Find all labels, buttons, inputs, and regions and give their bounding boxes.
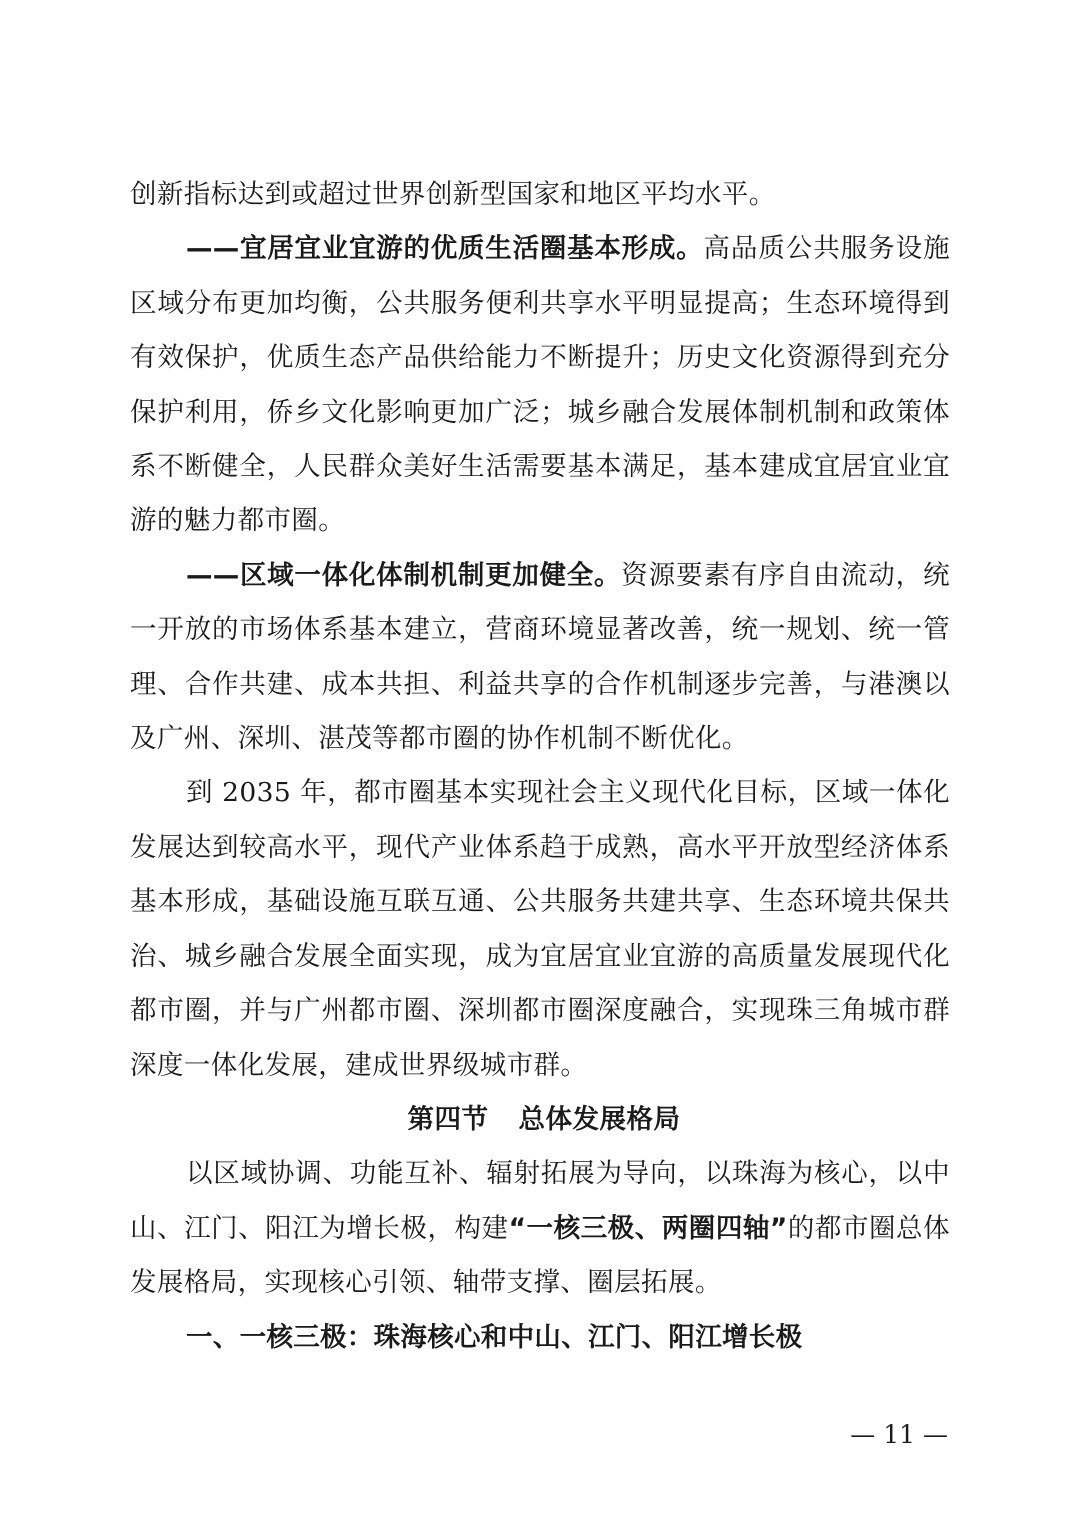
paragraph-lead: ——区域一体化体制机制更加健全。 bbox=[186, 559, 622, 591]
subsection-heading: 一、一核三极：珠海核心和中山、江门、阳江增长极 bbox=[186, 1321, 803, 1353]
emphasis-text: “一核三极、两圈四轴” bbox=[508, 1212, 788, 1244]
section-title bbox=[130, 1093, 950, 1147]
paragraph-text: 的都市圈总体发展格局，实现核心引领、轴带支撑、圈层拓展。 bbox=[130, 1212, 950, 1299]
paragraph-lead: ——宜居宜业宜游的优质生活圈基本形成。 bbox=[186, 233, 704, 265]
paragraph-innovation-target bbox=[130, 168, 950, 222]
paragraph-text: 高品质公共服务设施区域分布更加均衡，公共服务便利共享水平明显提高；生态环境得到有效保护，优质生态产品供给能力不断提升；历史文化资源得到充分保护利用，侨乡文化影响更加广泛；城乡融合发展体制机制和政策体系不断健全，人民群众美好生活需要基本满足，基本建成宜居宜业宜游的魅力都市圈。 bbox=[130, 233, 950, 537]
section-number: 第四节 bbox=[407, 1103, 489, 1135]
paragraph-2035-goal bbox=[130, 766, 950, 1092]
paragraph-text: 到 2035 年，都市圈基本实现社会主义现代化目标，区域一体化发展达到较高水平，现代产业体系趋于成熟，高水平开放型经济体系基本形成，基础设施互联互通、公共服务共建共享、生态环境共保共治、城乡融合发展全面实现，成为宜居宜业宜游的高质量发展现代化都市圈，并与广州都市圈、深圳都市圈深度融合，实现珠三角城市群深度一体化发展，建成世界级城市群。 bbox=[130, 777, 950, 1081]
page-number: — 11 — bbox=[850, 1420, 948, 1449]
paragraph-text: 以区域协调、功能互补、辐射拓展为导向，以珠海为核心，以中山、江门、阳江为增长极，构建 bbox=[130, 1158, 950, 1244]
paragraph-integration-mechanism bbox=[130, 549, 950, 767]
page-body bbox=[130, 168, 950, 1365]
paragraph-living-circle bbox=[130, 222, 950, 548]
paragraph-text: 创新指标达到或超过世界创新型国家和地区平均水平。 bbox=[130, 179, 776, 210]
paragraph-text: 资源要素有序自由流动，统一开放的市场体系基本建立，营商环境显著改善，统一规划、统一管理、合作共建、成本共担、利益共享的合作机制逐步完善，与港澳以及广州、深圳、湛茂等都市圈的协作机制不断优化。 bbox=[130, 559, 950, 755]
paragraph-overall-layout bbox=[130, 1147, 950, 1310]
section-name: 总体发展格局 bbox=[518, 1103, 681, 1135]
